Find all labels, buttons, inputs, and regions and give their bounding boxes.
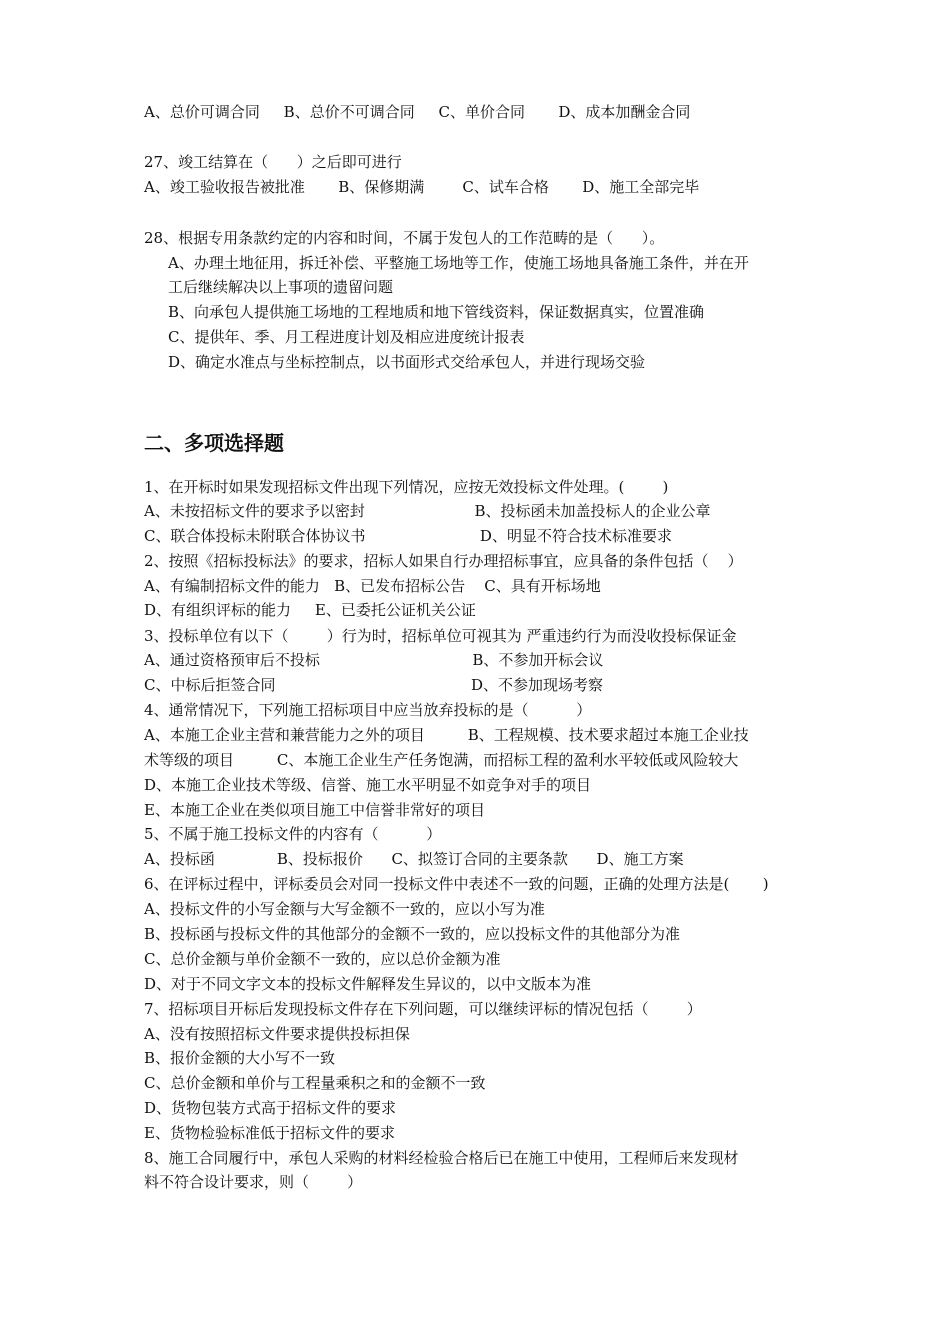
m5-options: A、投标函 B、投标报价 C、拟签订合同的主要条款 D、施工方案 xyxy=(144,850,684,868)
m4-options-b-cont-c: 术等级的项目 C、本施工企业生产任务饱满，而招标工程的盈利水平较低或风险较大 xyxy=(144,751,739,769)
m4-option-d: D、本施工企业技术等级、信誉、施工水平明显不如竞争对手的项目 xyxy=(144,776,592,794)
m5-stem: 5、不属于施工投标文件的内容有（ ） xyxy=(144,825,442,843)
q28-option-a-cont: 工后继续解决以上事项的遗留问题 xyxy=(168,278,394,296)
q28-option-c: C、提供年、季、月工程进度计划及相应进度统计报表 xyxy=(168,328,525,346)
m4-option-e: E、本施工企业在类似项目施工中信誉非常好的项目 xyxy=(144,801,485,819)
m4-options-ab: A、本施工企业主营和兼营能力之外的项目 B、工程规模、技术要求超过本施工企业技 xyxy=(144,726,749,744)
m7-option-e: E、货物检验标准低于招标文件的要求 xyxy=(144,1124,395,1142)
m1-stem: 1、在开标时如果发现招标文件出现下列情况，应按无效投标文件处理。( ) xyxy=(144,478,669,496)
m4-stem: 4、通常情况下，下列施工招标项目中应当放弃投标的是（ ） xyxy=(144,701,592,719)
m7-stem: 7、招标项目开标后发现投标文件存在下列问题，可以继续评标的情况包括（ ） xyxy=(144,1000,702,1018)
m3-options-cd: C、中标后拒签合同 D、不参加现场考察 xyxy=(144,676,603,694)
m8-stem-cont: 料不符合设计要求，则（ ） xyxy=(144,1173,363,1191)
m3-stem: 3、投标单位有以下（ ）行为时，招标单位可视其为 严重违约行为而没收投标保证金 xyxy=(144,627,737,645)
q26-options: A、总价可调合同 B、总价不可调合同 C、单价合同 D、成本加酬金合同 xyxy=(144,103,691,121)
m7-option-c: C、总价金额和单价与工程量乘积之和的金额不一致 xyxy=(144,1074,486,1092)
m6-option-d: D、对于不同文字文本的投标文件解释发生异议的，以中文版本为准 xyxy=(144,975,592,993)
section-heading: 二、多项选择题 xyxy=(144,431,284,455)
q27-stem: 27、竣工结算在（ ）之后即可进行 xyxy=(144,153,402,171)
q28-stem: 28、根据专用条款约定的内容和时间，不属于发包人的工作范畴的是（ ）。 xyxy=(144,229,665,247)
m3-options-ab: A、通过资格预审后不投标 B、不参加开标会议 xyxy=(144,651,604,669)
m2-stem: 2、按照《招标投标法》的要求，招标人如果自行办理招标事宜，应具备的条件包括（ ） xyxy=(144,552,743,570)
q28-option-d: D、确定水准点与坐标控制点，以书面形式交给承包人，并进行现场交验 xyxy=(168,353,646,371)
m2-options-abc: A、有编制招标文件的能力 B、已发布招标公告 C、具有开标场地 xyxy=(144,577,601,595)
m7-option-d: D、货物包装方式高于招标文件的要求 xyxy=(144,1099,397,1117)
q28-option-b: B、向承包人提供施工场地的工程地质和地下管线资料，保证数据真实，位置准确 xyxy=(168,303,705,321)
m2-options-de: D、有组织评标的能力 E、已委托公证机关公证 xyxy=(144,601,476,619)
m8-stem: 8、施工合同履行中，承包人采购的材料经检验合格后已在施工中使用，工程师后来发现材 xyxy=(144,1149,739,1167)
q27-options: A、竣工验收报告被批准 B、保修期满 C、试车合格 D、施工全部完毕 xyxy=(144,178,700,196)
m7-option-a: A、没有按照招标文件要求提供投标担保 xyxy=(144,1025,410,1043)
m1-options-ab: A、未按招标文件的要求予以密封 B、投标函未加盖投标人的企业公章 xyxy=(144,502,711,520)
m7-option-b: B、报价金额的大小写不一致 xyxy=(144,1049,336,1067)
m1-options-cd: C、联合体投标未附联合体协议书 D、明显不符合技术标准要求 xyxy=(144,527,672,545)
m6-option-a: A、投标文件的小写金额与大写金额不一致的，应以小写为准 xyxy=(144,900,545,918)
m6-option-c: C、总价金额与单价金额不一致的，应以总价金额为准 xyxy=(144,950,501,968)
q28-option-a: A、办理土地征用，拆迁补偿、平整施工场地等工作，使施工场地具备施工条件，并在开 xyxy=(168,254,749,272)
m6-option-b: B、投标函与投标文件的其他部分的金额不一致的，应以投标文件的其他部分为准 xyxy=(144,925,681,943)
m6-stem: 6、在评标过程中，评标委员会对同一投标文件中表述不一致的问题，正确的处理方法是( ) xyxy=(144,875,769,893)
